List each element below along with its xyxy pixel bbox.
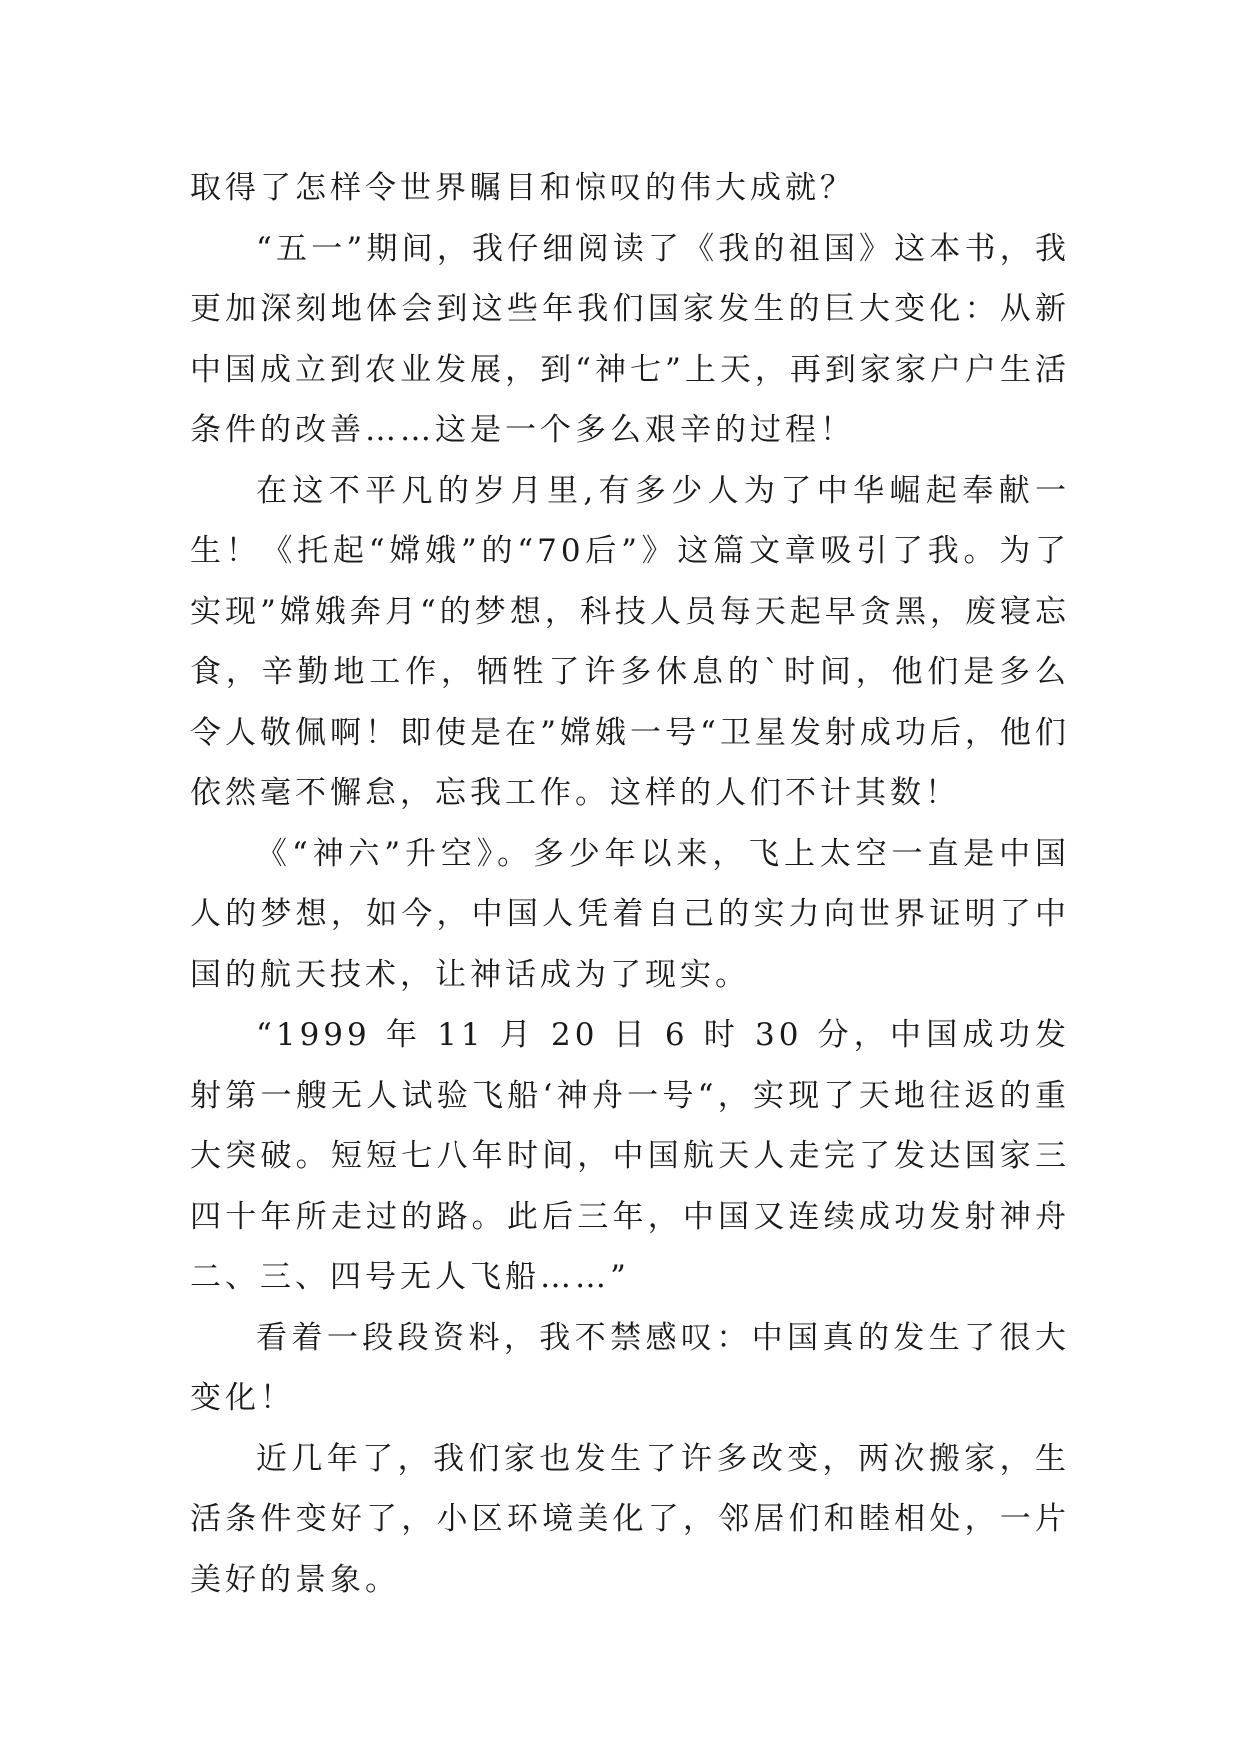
document-body <box>190 158 1070 1610</box>
paragraph-6: 看着一段段资料，我不禁感叹：中国真的发生了很大变化！ <box>190 1319 1070 1416</box>
paragraph-2: “五一”期间，我仔细阅读了《我的祖国》这本书，我更加深刻地体会到这些年我们国家发生的巨大变化：从新中国成立到农业发展，到“神七”上天，再到家家户户生活条件的改善……这是一个多么艰辛的过程！ <box>190 230 1070 448</box>
paragraph-1: 取得了怎样令世界瞩目和惊叹的伟大成就？ <box>190 170 855 206</box>
paragraph-7: 近几年了，我们家也发生了许多改变，两次搬家，生活条件变好了，小区环境美化了，邻居们和睦相处，一片美好的景象。 <box>190 1440 1070 1598</box>
paragraph-4: 《“神六”升空》。多少年以来，飞上太空一直是中国人的梦想，如今，中国人凭着自己的实力向世界证明了中国的航天技术，让神话成为了现实。 <box>190 835 1070 993</box>
paragraph-3: 在这不平凡的岁月里,有多少人为了中华崛起奉献一生！《托起“嫦娥”的“70后”》这篇文章吸引了我。为了实现”嫦娥奔月“的梦想，科技人员每天起早贪黑，废寝忘食，辛勤地工作，牺牲了许多休息的`时间，他们是多么令人敬佩啊！即使是在”嫦娥一号“卫星发射成功后，他们依然毫不懈怠，忘我工作。这样的人们不计其数！ <box>190 472 1070 811</box>
paragraph-5: “1999 年 11 月 20 日 6 时 30 分，中国成功发射第一艘无人试验飞船‘神舟一号“，实现了天地往返的重大突破。短短七八年时间，中国航天人走完了发达国家三四十年所走过的路。此后三年，中国又连续成功发射神舟二、三、四号无人飞船……” <box>190 1017 1070 1295</box>
